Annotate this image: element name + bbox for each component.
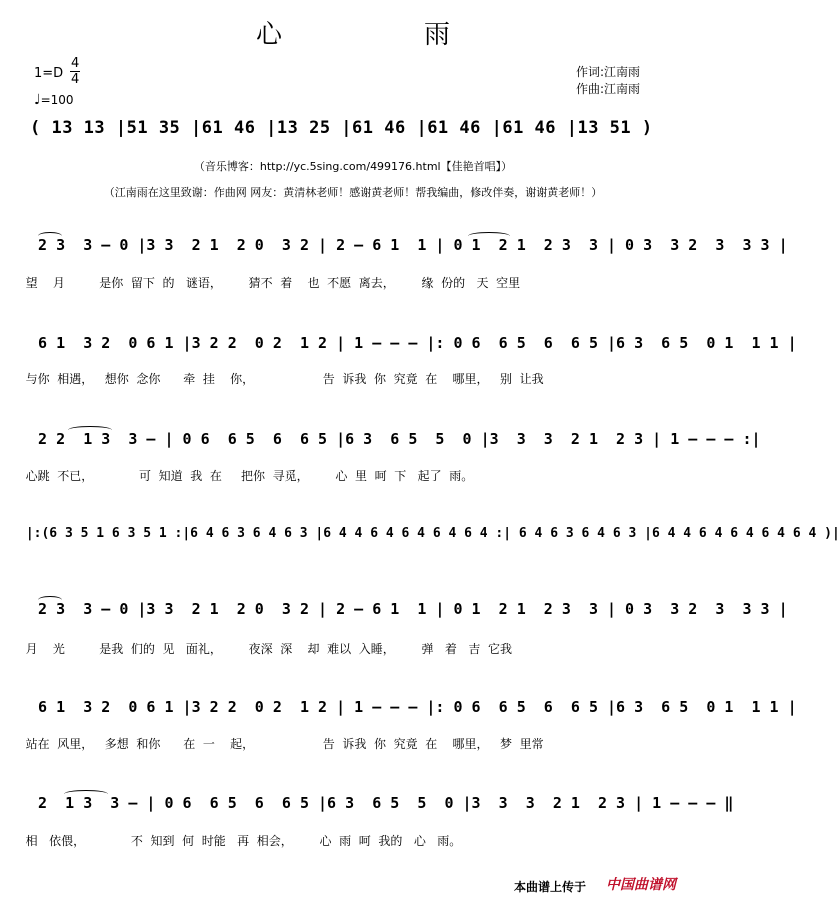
tempo-marking [34, 92, 74, 108]
system-6-notes: 6 1 3 2 0 6 1 |3 2 2 0 2 1 2 | 1 — — — |: 0 6 6 5 6 6 5 |6 3 6 5 0 1 1 1 | [20, 698, 797, 716]
site-logo[interactable]: 中国曲谱网 [606, 877, 676, 893]
quarter-note-icon: ♩ [34, 92, 41, 108]
score-system-2 [0, 334, 797, 364]
upload-notice: 本曲谱上传于 [514, 880, 587, 894]
system-7-lyrics: 相 依偎， 不 知到 何 时能 再 相会， 心 雨 呵 我的 心 雨。 [18, 834, 462, 848]
intro-notes: ( 13 13 |51 35 |61 46 |13 25 |61 46 |61 46 |61 46 |13 51 ) [30, 118, 653, 138]
score-system-1 [0, 236, 788, 266]
score-system-7 [0, 794, 734, 824]
slur-mark [38, 232, 62, 240]
score-system-6 [0, 698, 797, 728]
time-signature-bottom: 4 [71, 72, 80, 87]
slur-mark [68, 426, 112, 434]
system-1-notes: 2 3 3 — 0 |3 3 2 1 2 0 3 2 | 2 — 6 1 1 | 0 1 2 1 2 3 3 | 0 3 3 2 3 3 3 | [20, 236, 788, 254]
credits [576, 64, 640, 98]
system-1-lyrics: 望 月 是你 留下 的 谜语， 猜不 着 也 不愿 离去， 缘 份的 天 空里 [18, 276, 521, 290]
intro-row [0, 118, 706, 148]
key-signature: 1=D [34, 66, 64, 81]
score-system-5 [0, 600, 788, 630]
song-title: 心 雨 [255, 20, 508, 50]
system-7-notes: 2 1 3 3 — | 0 6 6 5 6 6 5 |6 3 6 5 5 0 |3 3 3 2 1 2 3 | 1 — — — ‖ [20, 794, 734, 812]
system-5-notes: 2 3 3 — 0 |3 3 2 1 2 0 3 2 | 2 — 6 1 1 | 0 1 2 1 2 3 3 | 0 3 3 2 3 3 3 | [20, 600, 788, 618]
system-5-lyrics: 月 光 是我 们的 见 面礼， 夜深 深 却 难以 入睡， 弹 着 吉 它我 [18, 642, 512, 656]
slur-mark [64, 790, 108, 798]
system-6-lyrics: 站在 风里， 多想 和你 在 一 起， 告 诉我 你 究竟 在 哪里， 梦 里常 [18, 737, 544, 751]
time-signature [70, 56, 80, 87]
system-2-lyrics: 与你 相遇， 想你 念你 牵 挂 你， 告 诉我 你 究竟 在 哪里， 别 让我 [18, 372, 544, 386]
system-3-notes: 2 2 1 3 3 — | 0 6 6 5 6 6 5 |6 3 6 5 5 0 |3 3 3 2 1 2 3 | 1 — — — :| [20, 430, 761, 448]
lyricist: 作词:江南雨 [576, 65, 641, 79]
score-system-3 [0, 430, 761, 460]
score-system-4 [0, 526, 840, 556]
slur-mark [38, 596, 62, 604]
composer: 作曲:江南雨 [576, 82, 641, 96]
system-4-notes: |:(6 3 5 1 6 3 5 1 :|6 4 6 3 6 4 6 3 |6 4 4 6 4 6 4 6 4 6 4 :| 6 4 6 3 6 4 6 3 |6 4 4 6 4 6 4 6 4 6 4 )| [18, 526, 840, 541]
tempo-value: =100 [40, 93, 74, 107]
thanks-info: （江南雨在这里致谢：作曲网 网友：黄清林老师！感谢黄老师！帮我编曲，修改伴奏，谢谢黄老师！） [103, 186, 603, 199]
time-signature-top: 4 [71, 56, 80, 71]
blog-info: （音乐博客：http://yc.5sing.com/499176.html【佳艳首唱】） [193, 160, 513, 173]
system-3-lyrics: 心跳 不已， 可 知道 我 在 把你 寻觅， 心 里 呵 下 起了 雨。 [18, 469, 474, 483]
system-2-notes: 6 1 3 2 0 6 1 |3 2 2 0 2 1 2 | 1 — — — |: 0 6 6 5 6 6 5 |6 3 6 5 0 1 1 1 | [20, 334, 797, 352]
slur-mark [468, 232, 510, 240]
